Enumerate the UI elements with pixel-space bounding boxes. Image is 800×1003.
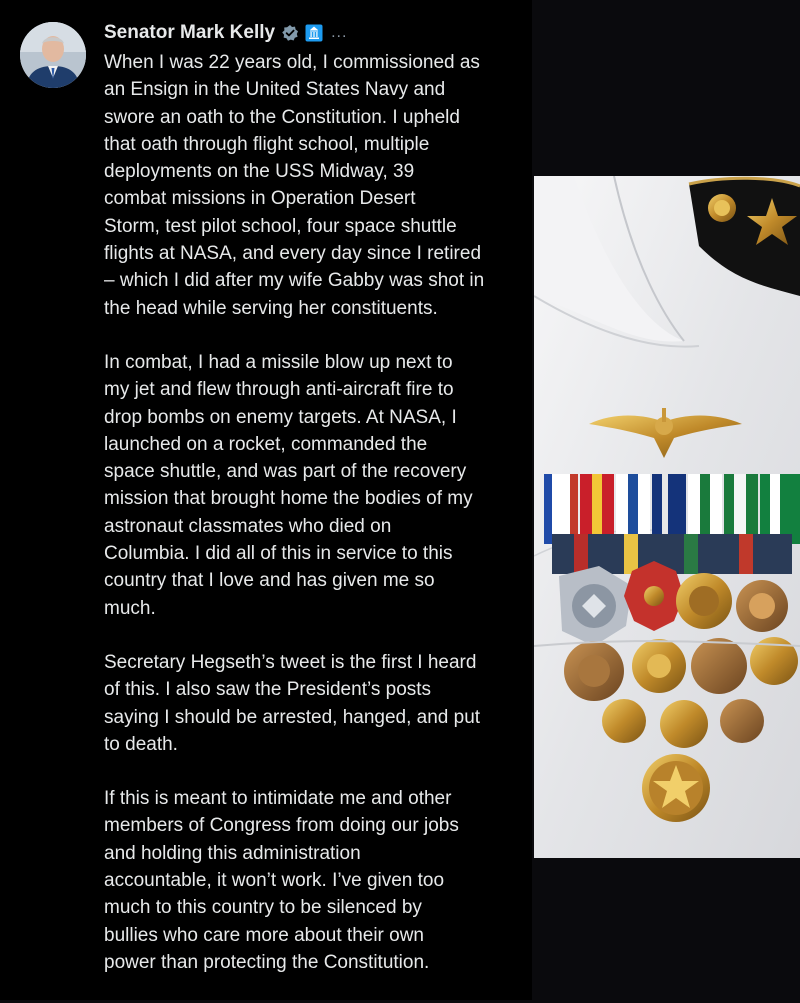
more-options-button[interactable]: ... xyxy=(331,24,348,41)
post-text xyxy=(104,49,524,1003)
avatar[interactable] xyxy=(20,22,86,88)
post-paragraph: Secretary Hegseth’s tweet is the first I heard of this. I also saw the President’s posts saying I should be arrested, hanged, and put to death. xyxy=(104,651,481,755)
post-paragraph: When I was 22 years old, I commissioned as an Ensign in the United States Navy and swore an oath to the Constitution. I upheld that oath through flight school, multiple deployments on the USS Midway, 39 combat missions in Operation Desert Storm, test pilot school, four space shuttle flights at NASA, and every day since I retired – which I did after my wife Gabby was shot in the head while serving her constituents. xyxy=(104,52,485,319)
author-name[interactable]: Senator Mark Kelly xyxy=(104,22,276,43)
post-paragraph: If this is meant to intimidate me and other members of Congress from doing our jobs and holding this administration accountable, it won’t work. I’ve given too much to this country to be silenced by bullies who care more about their own power than protecting the Constitution. xyxy=(104,788,459,973)
verified-check-icon xyxy=(281,24,299,42)
post-image-uniform-medals[interactable] xyxy=(534,176,800,858)
senate-badge-icon xyxy=(305,24,323,42)
ribbon-bars xyxy=(544,474,800,574)
uniform-medals-illustration xyxy=(534,176,800,858)
author-row xyxy=(104,20,347,46)
post-paragraph: In combat, I had a missile blow up next to my jet and flew through anti-aircraft fire to drop bombs on enemy targets. At NASA, I launched on a rocket, commanded the space shuttle, and was part of the recovery mission that brought home the bodies of my astronaut classmates who died on Columbia. I did all of this in service to this country that I love and has given me so much. xyxy=(104,351,473,619)
